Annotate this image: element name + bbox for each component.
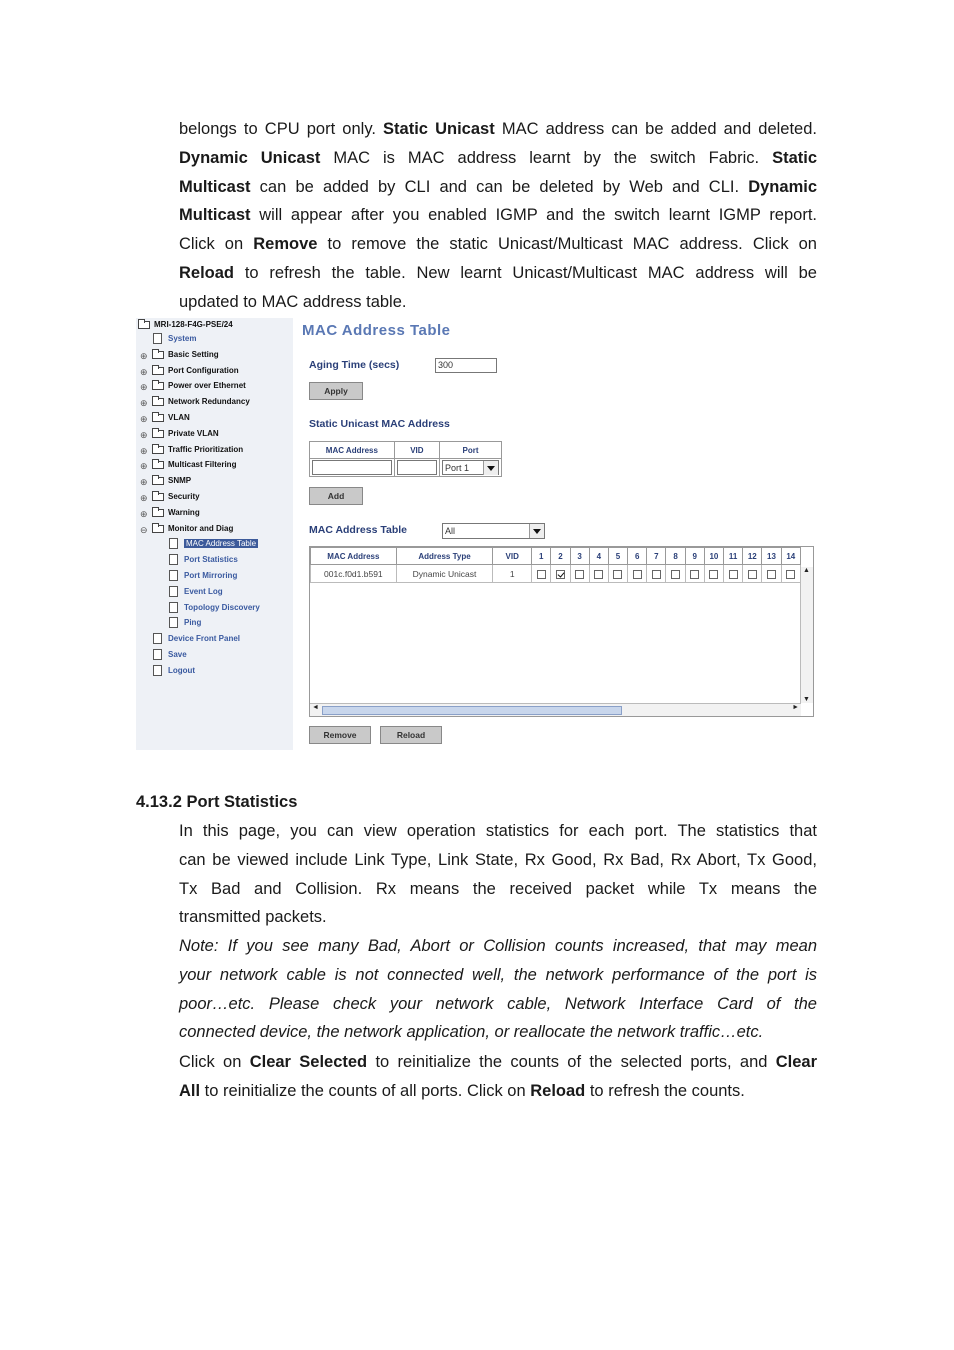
tree-item-label: Monitor and Diag xyxy=(168,523,234,533)
page-title: MAC Address Table xyxy=(302,322,451,339)
expand-icon[interactable]: ⊖ xyxy=(140,524,148,535)
document-icon xyxy=(153,665,162,676)
table-header: 2 xyxy=(551,548,570,565)
static-port-select[interactable] xyxy=(442,460,499,475)
cell-port xyxy=(724,565,743,583)
scroll-left-icon[interactable]: ◄ xyxy=(312,704,319,711)
text-run: belongs to CPU port only. xyxy=(179,120,384,138)
static-unicast-label: Static Unicast MAC Address xyxy=(309,418,450,430)
document-icon xyxy=(153,333,162,344)
expand-icon[interactable]: ⊕ xyxy=(140,493,148,503)
intro.lines-line xyxy=(179,173,817,202)
intro-paragraph xyxy=(179,115,817,317)
cell-mac: 001c.f0d1.b591 xyxy=(311,565,397,583)
tree-item-label: Port Mirroring xyxy=(184,571,238,580)
horizontal-scroll-thumb[interactable] xyxy=(322,706,622,715)
text-run: Click on xyxy=(179,235,254,254)
tree-item-label: Topology Discovery xyxy=(184,602,260,612)
port-checkbox[interactable] xyxy=(594,570,603,579)
paragraph-line: In this page, you can view operation statistics for each port. The statistics that xyxy=(179,822,817,840)
reload-button[interactable]: Reload xyxy=(380,726,442,744)
chevron-down-icon xyxy=(483,461,498,475)
port-checkbox[interactable] xyxy=(729,570,738,579)
table-header: 10 xyxy=(704,548,723,565)
tree-item-label: VLAN xyxy=(168,413,190,422)
port-checkbox[interactable] xyxy=(671,570,680,579)
port-checkbox[interactable] xyxy=(537,570,546,579)
bold-term: Clear xyxy=(775,1053,818,1071)
intro.lines-line xyxy=(179,230,817,259)
tree-item-label: MAC Address Table xyxy=(186,539,257,549)
table-header: 9 xyxy=(685,548,704,565)
paragraph-line: Note: If you see many Bad, Abort or Collision counts increased, that may mean xyxy=(179,937,817,955)
mac-table-screenshot xyxy=(136,318,816,750)
bold-term: Multicast xyxy=(179,177,251,196)
cell-port xyxy=(743,565,762,583)
paragraph-line: your network cable is not connected well, the network performance of the port is xyxy=(179,965,817,984)
folder-icon xyxy=(152,414,164,422)
folder-icon xyxy=(152,446,164,454)
add-button[interactable]: Add xyxy=(309,487,363,505)
tree-item-label: System xyxy=(168,334,197,343)
paragraph-line: can be viewed include Link Type, Link State, Rx Good, Rx Bad, Rx Abort, Tx Good, xyxy=(179,850,817,869)
cell-port xyxy=(628,565,647,583)
bold-term: Reload xyxy=(530,1081,586,1100)
mac-table-frame xyxy=(309,546,814,717)
port-checkbox[interactable] xyxy=(748,570,757,579)
section.p2_lines-line xyxy=(179,1077,817,1106)
aging-time-input[interactable]: 300 xyxy=(435,358,497,373)
document-icon xyxy=(153,633,162,644)
paragraph-line: Tx Bad and Collision. Rx means the received packet while Tx means the xyxy=(179,879,817,898)
folder-icon xyxy=(152,525,164,533)
expand-icon[interactable]: ⊕ xyxy=(140,477,148,488)
expand-icon[interactable]: ⊕ xyxy=(140,398,148,409)
bold-term: Dynamic Unicast xyxy=(179,148,321,167)
port-checkbox[interactable] xyxy=(575,570,584,579)
tree-item-label: Security xyxy=(168,492,200,501)
mac-address-table xyxy=(310,547,801,583)
table-header: 8 xyxy=(666,548,685,565)
document-icon xyxy=(169,538,178,549)
tree-item-label: Port Configuration xyxy=(168,365,239,375)
tree-item-label: SNMP xyxy=(168,476,192,486)
text-run: can be added by CLI and can be deleted by Web and CLI. xyxy=(250,177,749,196)
cell-port xyxy=(685,565,704,583)
static-mac-input[interactable] xyxy=(312,460,392,475)
cell-vid: 1 xyxy=(493,565,532,583)
expand-icon[interactable]: ⊕ xyxy=(140,414,148,424)
expand-icon[interactable]: ⊕ xyxy=(140,382,148,393)
folder-icon xyxy=(152,430,164,438)
tree-item-label: Power over Ethernet xyxy=(168,381,246,391)
text-run: to refresh the counts. xyxy=(585,1081,745,1100)
text-run: updated to MAC address table. xyxy=(179,292,407,311)
static-entry-table xyxy=(309,441,502,477)
port-checkbox[interactable] xyxy=(767,570,776,579)
text-run: to refresh the table. New learnt Unicast/Multicast MAC address will be xyxy=(234,263,817,282)
cell-port xyxy=(704,565,723,583)
expand-icon[interactable]: ⊕ xyxy=(140,366,148,377)
folder-icon xyxy=(152,493,164,501)
expand-icon[interactable]: ⊕ xyxy=(140,508,148,519)
table-header: 1 xyxy=(532,548,551,565)
text-run: to remove the static Unicast/Multicast MAC address. Click on xyxy=(317,235,817,254)
table-header: VID xyxy=(493,548,532,565)
table-header: 11 xyxy=(724,548,743,565)
tree-item-label: Logout xyxy=(168,665,196,675)
text-run: to reinitialize the counts of all ports. Click on xyxy=(200,1081,531,1100)
table-header: 6 xyxy=(628,548,647,565)
paragraph-line: poor…etc. Please check your network cable, Network Interface Card of the xyxy=(179,994,817,1013)
bold-term: Clear Selected xyxy=(249,1053,368,1071)
bold-term: Reload xyxy=(179,263,235,282)
static-header-vid: VID xyxy=(394,442,439,459)
bold-term: All xyxy=(179,1081,201,1100)
tree-item-label: Warning xyxy=(168,507,200,517)
folder-icon xyxy=(152,461,164,469)
table-header: 3 xyxy=(570,548,589,565)
cell-port xyxy=(608,565,627,583)
bold-term: Static Unicast xyxy=(383,120,495,138)
intro.lines-line xyxy=(179,115,817,144)
vertical-scrollbar[interactable] xyxy=(800,567,813,703)
tree-item-label: Basic Setting xyxy=(168,349,219,359)
table-header: 13 xyxy=(762,548,781,565)
table-header: 7 xyxy=(647,548,666,565)
tree-item-label: Port Statistics xyxy=(184,555,238,565)
tree-item-label: Save xyxy=(168,650,187,659)
table-row xyxy=(311,565,801,583)
table-header: 12 xyxy=(743,548,762,565)
tree-item-label: Ping xyxy=(184,618,202,628)
mac-table-label: MAC Address Table xyxy=(309,524,408,536)
section-paragraph xyxy=(179,817,817,932)
text-run: MAC is MAC address learnt by the switch Fabric. xyxy=(320,148,773,167)
paragraph-line: connected device, the network application, or reallocate the network traffic…etc. xyxy=(179,1023,764,1042)
cell-port xyxy=(666,565,685,583)
table-header: MAC Address xyxy=(311,548,397,565)
scroll-down-icon[interactable]: ▼ xyxy=(803,696,810,703)
remove-button[interactable]: Remove xyxy=(309,726,371,744)
port-checkbox[interactable] xyxy=(652,570,661,579)
port-checkbox[interactable] xyxy=(690,570,699,579)
cell-port xyxy=(647,565,666,583)
folder-icon xyxy=(152,509,164,517)
folder-icon xyxy=(152,477,164,485)
table-header: 14 xyxy=(781,548,800,565)
chevron-down-icon xyxy=(529,524,544,538)
document-icon xyxy=(153,649,162,660)
folder-icon xyxy=(152,398,164,406)
note-paragraph xyxy=(179,932,817,1047)
port-checkbox[interactable] xyxy=(613,570,622,579)
expand-icon[interactable]: ⊕ xyxy=(140,429,148,440)
apply-button[interactable]: Apply xyxy=(309,382,363,400)
static-header-mac: MAC Address xyxy=(310,442,395,459)
clear-paragraph xyxy=(179,1048,817,1106)
table-header: 4 xyxy=(589,548,608,565)
mac-table-panel xyxy=(302,318,816,750)
text-run: to reinitialize the counts of the selected ports, and xyxy=(367,1053,776,1071)
scroll-right-icon[interactable]: ► xyxy=(792,704,799,711)
document-icon xyxy=(169,570,178,581)
tree-item-label: Traffic Prioritization xyxy=(168,444,244,454)
tree-item-label: Device Front Panel xyxy=(168,634,241,644)
folder-icon xyxy=(152,367,164,375)
text-run: Click on xyxy=(179,1053,250,1071)
text-run: MAC address can be added and deleted. xyxy=(494,120,817,138)
folder-icon xyxy=(152,351,164,359)
scroll-up-icon[interactable]: ▲ xyxy=(803,567,810,574)
static-vid-input[interactable] xyxy=(397,460,437,475)
mac-filter-select[interactable] xyxy=(442,523,545,539)
bold-term: Static xyxy=(772,148,818,167)
tree-item-label: Event Log xyxy=(184,586,223,596)
bold-term: Multicast xyxy=(179,206,251,225)
intro.lines-line xyxy=(179,288,817,317)
cell-port xyxy=(781,565,800,583)
bold-term: Remove xyxy=(253,235,318,254)
table-header: Address Type xyxy=(396,548,493,565)
tree-root-label: MRI-128-F4G-PSE/24 xyxy=(154,320,233,329)
port-checkbox[interactable] xyxy=(786,570,795,579)
port-checkbox[interactable] xyxy=(556,570,565,579)
intro.lines-line xyxy=(179,144,817,173)
folder-icon xyxy=(138,321,150,329)
document-icon xyxy=(169,602,178,613)
tree-item-label: Multicast Filtering xyxy=(168,460,237,470)
port-checkbox[interactable] xyxy=(709,570,718,579)
text-run: will appear after you enabled IGMP and the switch learnt IGMP report. xyxy=(250,206,817,225)
aging-time-label: Aging Time (secs) xyxy=(309,359,400,371)
intro.lines-line xyxy=(179,201,817,230)
intro.lines-line xyxy=(179,259,817,288)
cell-port xyxy=(532,565,551,583)
horizontal-scrollbar[interactable] xyxy=(310,703,801,716)
bold-term: Dynamic xyxy=(748,177,817,196)
expand-icon[interactable]: ⊕ xyxy=(140,445,148,456)
tree-item-label: Network Redundancy xyxy=(168,397,250,407)
document-icon xyxy=(169,586,178,597)
tree-item-label: Private VLAN xyxy=(168,428,219,438)
paragraph-line: transmitted packets. xyxy=(179,908,327,927)
cell-type: Dynamic Unicast xyxy=(396,565,493,583)
port-checkbox[interactable] xyxy=(633,570,642,579)
folder-icon xyxy=(152,382,164,390)
table-header: 5 xyxy=(608,548,627,565)
mac-filter-value: All xyxy=(445,526,456,536)
cell-port xyxy=(570,565,589,583)
cell-port xyxy=(589,565,608,583)
expand-icon[interactable]: ⊕ xyxy=(140,350,148,361)
cell-port xyxy=(762,565,781,583)
nav-tree xyxy=(136,318,293,750)
cell-port xyxy=(551,565,570,583)
expand-icon[interactable]: ⊕ xyxy=(140,461,148,472)
static-header-port: Port xyxy=(439,442,501,459)
document-icon xyxy=(169,554,178,565)
section.p2_lines-line xyxy=(179,1048,817,1077)
static-port-value: Port 1 xyxy=(444,463,469,473)
section-heading: 4.13.2 Port Statistics xyxy=(136,793,298,811)
document-icon xyxy=(169,617,178,628)
